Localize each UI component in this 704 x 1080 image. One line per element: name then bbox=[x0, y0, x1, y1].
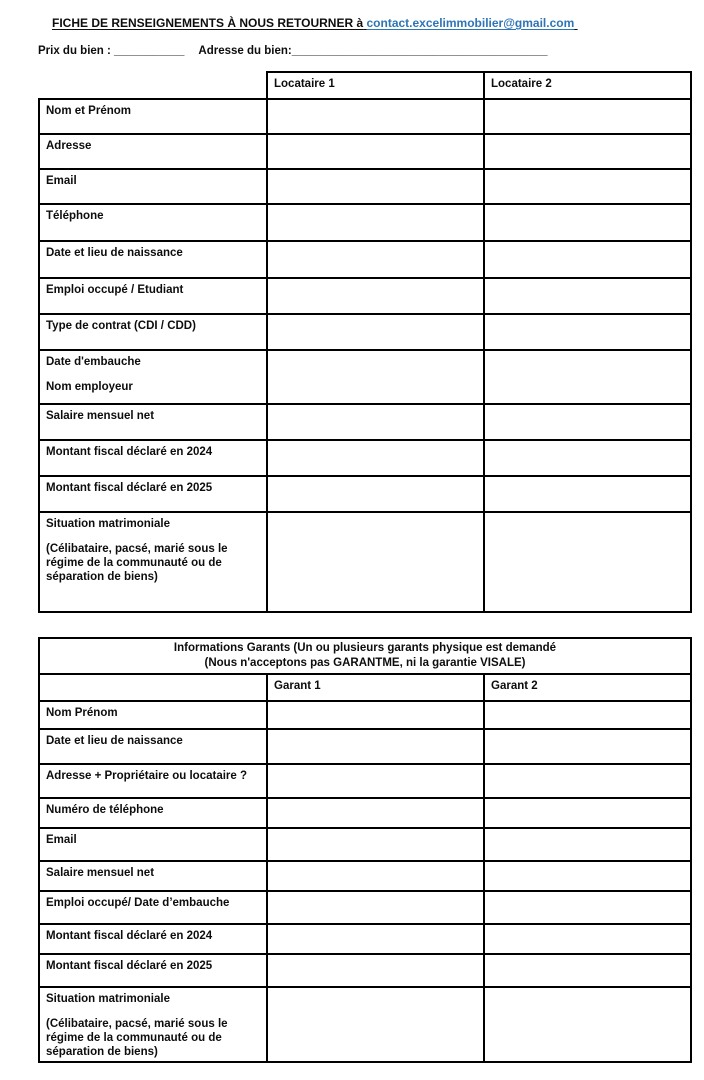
garant2-fill-cell[interactable] bbox=[484, 701, 691, 729]
locataire2-fill-cell[interactable] bbox=[484, 440, 691, 476]
locataire2-fill-cell[interactable] bbox=[484, 134, 691, 169]
row-label: Situation matrimoniale (Célibataire, pacsé, marié sous le régime de la communauté ou de séparation de biens) bbox=[39, 512, 267, 612]
locataire2-fill-cell[interactable] bbox=[484, 278, 691, 314]
row-label: Date d'embauche Nom employeur bbox=[39, 350, 267, 404]
locataire1-fill-cell[interactable] bbox=[267, 99, 484, 134]
table-row bbox=[39, 278, 691, 314]
garant1-fill-cell[interactable] bbox=[267, 701, 484, 729]
table-row bbox=[39, 701, 691, 729]
row-label: Montant fiscal déclaré en 2025 bbox=[39, 476, 267, 512]
table-row bbox=[39, 99, 691, 134]
locataire2-fill-cell[interactable] bbox=[484, 99, 691, 134]
title-text: FICHE DE RENSEIGNEMENTS À NOUS RETOURNER à bbox=[52, 16, 364, 30]
garant1-fill-cell[interactable] bbox=[267, 764, 484, 798]
garant2-fill-cell[interactable] bbox=[484, 828, 691, 861]
row-label: Nom et Prénom bbox=[39, 99, 267, 134]
row-label: Date et lieu de naissance bbox=[39, 241, 267, 278]
row-label: Montant fiscal déclaré en 2024 bbox=[39, 924, 267, 954]
row-label: Montant fiscal déclaré en 2024 bbox=[39, 440, 267, 476]
locataire1-fill-cell[interactable] bbox=[267, 204, 484, 241]
row-label: Situation matrimoniale (Célibataire, pacsé, marié sous le régime de la communauté ou de séparation de biens) bbox=[39, 987, 267, 1062]
row-label: Téléphone bbox=[39, 204, 267, 241]
table-row bbox=[39, 729, 691, 764]
row-label: Email bbox=[39, 828, 267, 861]
table-row bbox=[39, 169, 691, 204]
column-header-locataire-1: Locataire 1 bbox=[267, 72, 484, 99]
price-blank-field[interactable]: ___________ bbox=[114, 45, 185, 57]
locataire1-fill-cell[interactable] bbox=[267, 241, 484, 278]
document-title bbox=[52, 16, 578, 31]
row-label: Numéro de téléphone bbox=[39, 798, 267, 828]
guarantor-table bbox=[38, 637, 692, 1063]
guarantor-title-line2: (Nous n'acceptons pas GARANTME, ni la garantie VISALE) bbox=[204, 657, 526, 669]
row-label: Nom Prénom bbox=[39, 701, 267, 729]
table-row bbox=[39, 987, 691, 1062]
guarantor-table-title bbox=[39, 638, 691, 674]
garant2-fill-cell[interactable] bbox=[484, 987, 691, 1062]
garant1-fill-cell[interactable] bbox=[267, 987, 484, 1062]
address-label: Adresse du bien: bbox=[198, 45, 292, 57]
row-label: Adresse + Propriétaire ou locataire ? bbox=[39, 764, 267, 798]
garant2-fill-cell[interactable] bbox=[484, 764, 691, 798]
garant1-fill-cell[interactable] bbox=[267, 891, 484, 924]
garant2-fill-cell[interactable] bbox=[484, 861, 691, 891]
table-row bbox=[39, 241, 691, 278]
locataire2-fill-cell[interactable] bbox=[484, 204, 691, 241]
locataire2-fill-cell[interactable] bbox=[484, 350, 691, 404]
row-label: Date et lieu de naissance bbox=[39, 729, 267, 764]
locataire1-fill-cell[interactable] bbox=[267, 169, 484, 204]
header-spacer-cell bbox=[39, 72, 267, 99]
locataire1-fill-cell[interactable] bbox=[267, 134, 484, 169]
row-label: Emploi occupé/ Date d’embauche bbox=[39, 891, 267, 924]
locataire2-fill-cell[interactable] bbox=[484, 169, 691, 204]
price-address-line bbox=[38, 44, 548, 58]
garant2-fill-cell[interactable] bbox=[484, 954, 691, 987]
locataire1-fill-cell[interactable] bbox=[267, 476, 484, 512]
locataire2-fill-cell[interactable] bbox=[484, 241, 691, 278]
column-header-garant-2: Garant 2 bbox=[484, 674, 691, 701]
locataire1-fill-cell[interactable] bbox=[267, 512, 484, 612]
price-label: Prix du bien : bbox=[38, 45, 111, 57]
garant2-fill-cell[interactable] bbox=[484, 891, 691, 924]
table-row bbox=[39, 314, 691, 350]
row-label: Type de contrat (CDI / CDD) bbox=[39, 314, 267, 350]
table-row bbox=[39, 476, 691, 512]
garant2-fill-cell[interactable] bbox=[484, 798, 691, 828]
locataire1-fill-cell[interactable] bbox=[267, 278, 484, 314]
table-row bbox=[39, 798, 691, 828]
guarantor-title-line1: Informations Garants (Un ou plusieurs garants physique est demandé bbox=[173, 642, 557, 654]
table-row bbox=[39, 924, 691, 954]
locataire1-fill-cell[interactable] bbox=[267, 314, 484, 350]
garant1-fill-cell[interactable] bbox=[267, 924, 484, 954]
garant2-fill-cell[interactable] bbox=[484, 729, 691, 764]
row-label: Emploi occupé / Etudiant bbox=[39, 278, 267, 314]
table-row bbox=[39, 404, 691, 440]
tenant-header-row bbox=[39, 72, 691, 99]
table-row bbox=[39, 440, 691, 476]
column-header-locataire-2: Locataire 2 bbox=[484, 72, 691, 99]
email-link[interactable]: contact.excelimmobilier@gmail.com bbox=[366, 16, 575, 30]
locataire1-fill-cell[interactable] bbox=[267, 440, 484, 476]
garant1-fill-cell[interactable] bbox=[267, 861, 484, 891]
table-row bbox=[39, 891, 691, 924]
locataire1-fill-cell[interactable] bbox=[267, 350, 484, 404]
guarantor-header-row bbox=[39, 674, 691, 701]
garant1-fill-cell[interactable] bbox=[267, 828, 484, 861]
table-row bbox=[39, 204, 691, 241]
garant1-fill-cell[interactable] bbox=[267, 798, 484, 828]
row-label: Salaire mensuel net bbox=[39, 861, 267, 891]
garant2-fill-cell[interactable] bbox=[484, 924, 691, 954]
row-label: Montant fiscal déclaré en 2025 bbox=[39, 954, 267, 987]
table-row bbox=[39, 134, 691, 169]
row-label: Email bbox=[39, 169, 267, 204]
garant1-fill-cell[interactable] bbox=[267, 954, 484, 987]
tenant-table bbox=[38, 71, 692, 613]
row-label: Salaire mensuel net bbox=[39, 404, 267, 440]
header-spacer-cell bbox=[39, 674, 267, 701]
locataire2-fill-cell[interactable] bbox=[484, 404, 691, 440]
row-label: Adresse bbox=[39, 134, 267, 169]
garant1-fill-cell[interactable] bbox=[267, 729, 484, 764]
table-row bbox=[39, 512, 691, 612]
table-row bbox=[39, 828, 691, 861]
locataire2-fill-cell[interactable] bbox=[484, 476, 691, 512]
locataire2-fill-cell[interactable] bbox=[484, 314, 691, 350]
table-row bbox=[39, 350, 691, 404]
table-row bbox=[39, 954, 691, 987]
table-row bbox=[39, 764, 691, 798]
address-blank-field[interactable]: ________________________________________ bbox=[291, 45, 548, 57]
locataire2-fill-cell[interactable] bbox=[484, 512, 691, 612]
guarantor-title-row bbox=[39, 638, 691, 674]
table-row bbox=[39, 861, 691, 891]
column-header-garant-1: Garant 1 bbox=[267, 674, 484, 701]
locataire1-fill-cell[interactable] bbox=[267, 404, 484, 440]
